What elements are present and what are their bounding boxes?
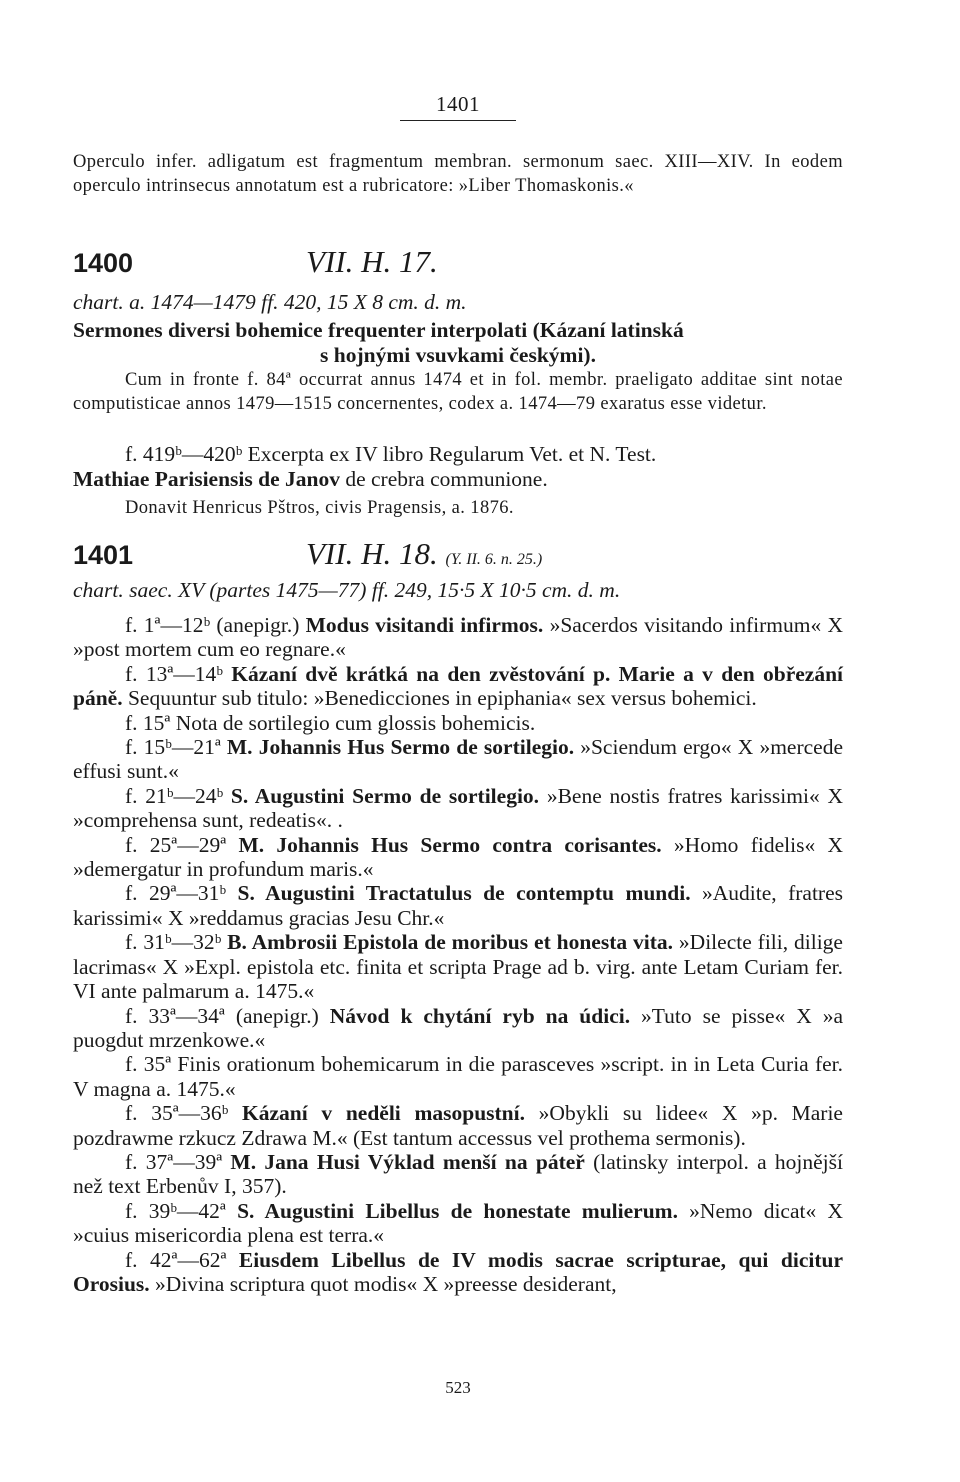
item-title: B. Ambrosii Epistola de moribus et honesta vita. bbox=[227, 930, 674, 955]
entry-number: 1401 bbox=[73, 540, 134, 570]
item-title: Kázaní v neděli masopustní. bbox=[242, 1101, 525, 1126]
entry-1400-note-2a: f. 419ᵇ—420ᵇ Excerpta ex IV libro Regularum Vet. et N. Test. bbox=[125, 442, 657, 466]
item-folio-range: f. 35ª—36ᵇ bbox=[125, 1101, 242, 1126]
catalog-item bbox=[73, 833, 843, 882]
catalog-item bbox=[73, 930, 843, 1003]
item-title: Modus visitandi infirmos. bbox=[305, 613, 544, 637]
item-folio-range: f. 15ᵇ—21ª bbox=[125, 735, 227, 760]
item-folio-range: f. 33ª—34ª (anepigr.) bbox=[125, 1003, 330, 1028]
item-folio-range: f. 25ª—29ª bbox=[125, 832, 239, 857]
catalog-item bbox=[73, 881, 843, 930]
item-incipit: »Homo fidelis« X »demergatur in profundum maris.« bbox=[73, 832, 843, 882]
entry-1400-note-1: Cum in fronte f. 84ª occurrat annus 1474 et in fol. membr. praeligato additae sint notae computisticae annos 1479—1515 concernentes, codex a. 1474—79 exaratus esse videtur. bbox=[73, 370, 843, 415]
catalog-item bbox=[73, 1052, 843, 1101]
entry-number: 1400 bbox=[73, 248, 134, 278]
item-folio-range: f. 37ª—39ª bbox=[125, 1149, 231, 1174]
shelfmark: VII. H. 18. (Y. II. 6. n. 25.) bbox=[306, 536, 543, 571]
item-title: Eiusdem Libellus de IV modis sacrae scripturae, qui dicitur Orosius. bbox=[73, 1247, 843, 1296]
page-number: 1401 bbox=[436, 92, 480, 116]
entry-1400-physical: chart. a. 1474—1479 ff. 420, 15 X 8 cm. d. m. bbox=[73, 290, 467, 314]
item-folio-range: f. 1ª—12ᵇ (anepigr.) bbox=[125, 613, 306, 637]
item-incipit: »Dilecte fili, dilige lacrimas« X »Expl. epistola etc. finita et scripta Prage ad b. virg. ante Letam Curiam fer. VI ante palmarum a. 1475.« bbox=[73, 930, 843, 1004]
item-title: M. Johannis Hus Sermo contra corisantes. bbox=[238, 832, 662, 857]
catalog-item bbox=[73, 784, 843, 833]
item-incipit: »Obykli su lidee« X »p. Marie pozdrawme rzkucz Zdrawa M.« (Est tantum accessus vel prothema sermonis). bbox=[73, 1101, 843, 1150]
item-folio-range: f. 29ª—31ᵇ bbox=[125, 881, 238, 906]
entry-1400-title-1: Sermones diversi bohemice frequenter interpolati (Kázaní latinská bbox=[73, 318, 684, 342]
item-title: Kázaní dvě krátká na den zvěstování p. Marie a v den obřezání páně. bbox=[73, 661, 844, 711]
catalog-item bbox=[73, 735, 843, 784]
entry-1400-heading bbox=[73, 244, 843, 284]
entry-1400-donation: Donavit Henricus Pštros, civis Pragensis, a. 1876. bbox=[125, 498, 514, 518]
catalog-item bbox=[73, 613, 843, 662]
catalog-item bbox=[73, 1101, 843, 1150]
item-title: S. Augustini Libellus de honestate mulierum. bbox=[237, 1198, 678, 1223]
item-incipit: »Tuto se pisse« X »a puogdut mrzenkowe.« bbox=[73, 1003, 843, 1052]
item-title: Návod k chytání ryb na údici. bbox=[329, 1003, 631, 1028]
item-title: M. Johannis Hus Sermo de sortilegio. bbox=[226, 735, 575, 760]
entry-1400-note-2b bbox=[73, 467, 843, 491]
item-title: M. Jana Husi Výklad menší na páteř bbox=[230, 1149, 585, 1174]
item-folio-range: f. 21ᵇ—24ᵇ bbox=[125, 783, 231, 808]
item-incipit: »Nemo dicat« X »cuius misericordia plena est terra.« bbox=[73, 1198, 844, 1248]
catalog-item bbox=[73, 1199, 843, 1248]
item-incipit: »Sciendum ergo« X »mercede effusi sunt.« bbox=[73, 735, 844, 784]
item-incipit: »Audite, fratres karissimi« X »reddamus gracias Jesu Chr.« bbox=[73, 881, 844, 930]
header-rule bbox=[400, 120, 516, 121]
catalog-item bbox=[73, 1004, 843, 1053]
catalog-item bbox=[73, 711, 843, 735]
item-title: S. Augustini Sermo de sortilegio. bbox=[230, 783, 540, 808]
entry-1401-physical: chart. saec. XV (partes 1475—77) ff. 249, 15·5 X 10·5 cm. d. m. bbox=[73, 578, 621, 602]
author-name: Mathiae Parisiensis de Janov bbox=[73, 467, 340, 491]
item-title: S. Augustini Tractatulus de contemptu mundi. bbox=[237, 881, 691, 906]
page-header bbox=[73, 92, 843, 121]
entry-1401-items bbox=[73, 613, 843, 1296]
item-incipit: Sequuntur sub titulo: »Benedicciones in epiphania« sex versus bohemici. bbox=[122, 686, 757, 711]
entry-1400-title-2: s hojnými vsuvkami českými). bbox=[320, 343, 596, 367]
item-folio-range: f. 35ª Finis orationum bohemicarum in die parasceves »script. in in Leta Curia fer. V magna a. 1475.« bbox=[73, 1052, 843, 1101]
item-incipit: »Divina scriptura quot modis« X »preesse desiderant, bbox=[149, 1271, 617, 1296]
catalog-item bbox=[73, 662, 843, 711]
item-folio-range: f. 42ª—62ª bbox=[125, 1247, 239, 1272]
item-incipit: »Bene nostis fratres karissimi« X »comprehensa sunt, redeatis«. . bbox=[73, 783, 843, 833]
item-folio-range: f. 39ᵇ—42ª bbox=[125, 1198, 238, 1223]
shelfmark: VII. H. 17. bbox=[306, 244, 438, 279]
folio-number: 523 bbox=[445, 1378, 471, 1397]
work-title: de crebra communione. bbox=[345, 467, 548, 491]
catalog-item bbox=[73, 1150, 843, 1199]
item-folio-range: f. 15ª Nota de sortilegio cum glossis bohemicis. bbox=[125, 710, 536, 735]
alternate-shelfmark: (Y. II. 6. n. 25.) bbox=[445, 551, 543, 568]
item-incipit: (latinsky interpol. a hojnější než text Erbenův I, 357). bbox=[73, 1149, 843, 1199]
catalog-item bbox=[73, 1248, 843, 1297]
item-incipit: »Sacerdos visitando infirmum« X »post mortem cum eo regnare.« bbox=[73, 613, 843, 662]
intro-paragraph: Operculo infer. adligatum est fragmentum membran. sermonum saec. XIII—XIV. In eodem operculo intrinsecus annotatum est a rubricatore: »Liber Thomaskonis.« bbox=[73, 152, 843, 197]
item-folio-range: f. 13ª—14ᵇ bbox=[125, 661, 232, 686]
item-folio-range: f. 31ᵇ—32ᵇ bbox=[125, 930, 228, 955]
entry-1401-heading bbox=[73, 536, 843, 576]
